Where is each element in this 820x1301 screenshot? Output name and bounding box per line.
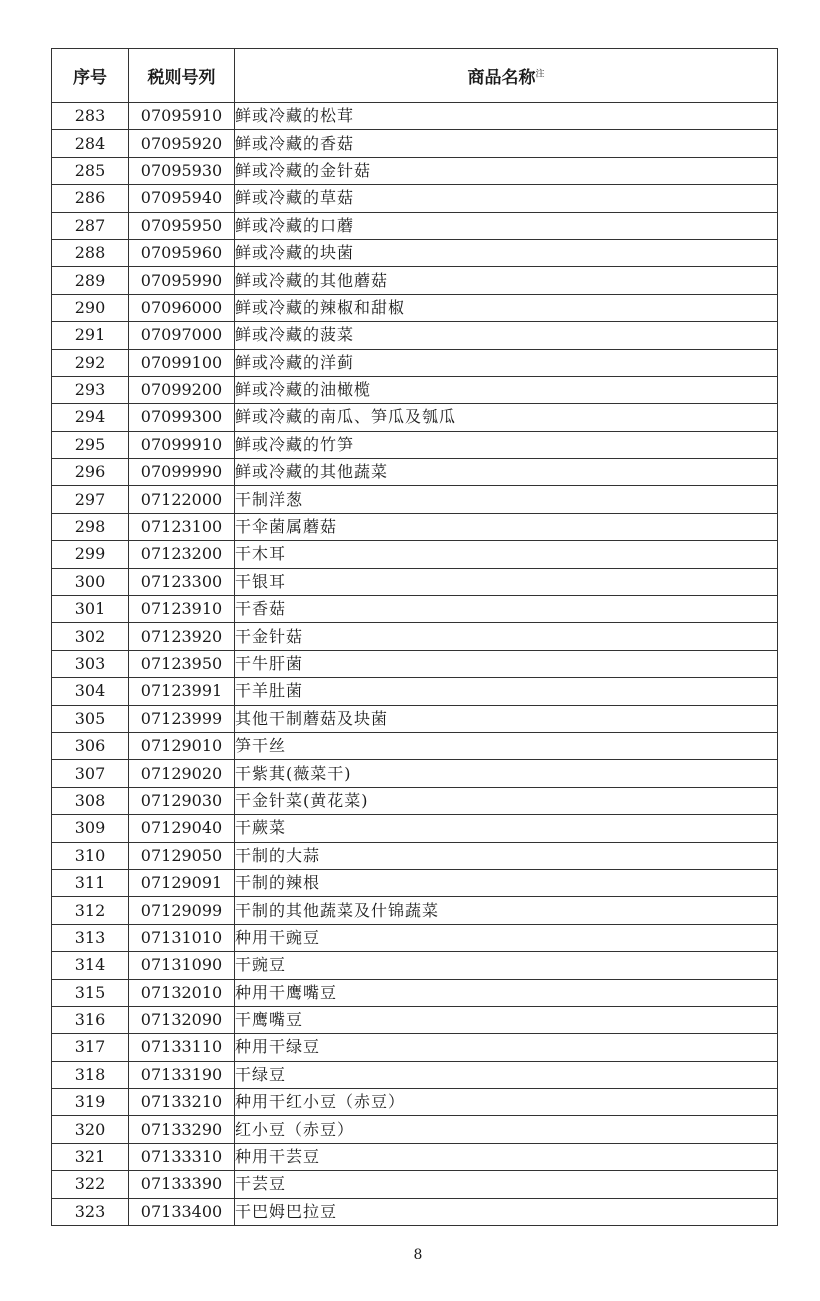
tariff-code-cell: 07129091 <box>129 869 235 896</box>
header-serial-number: 序号 <box>52 49 129 103</box>
table-row <box>52 1198 778 1225</box>
table-row <box>52 513 778 540</box>
table-row <box>52 103 778 130</box>
product-name-cell: 干伞菌属蘑菇 <box>235 513 778 540</box>
table-row <box>52 1143 778 1170</box>
serial-number-cell: 308 <box>52 787 129 814</box>
product-name-cell: 干木耳 <box>235 541 778 568</box>
table-row <box>52 787 778 814</box>
tariff-code-cell: 07096000 <box>129 294 235 321</box>
table-row <box>52 952 778 979</box>
serial-number-cell: 315 <box>52 979 129 1006</box>
product-name-cell: 种用干绿豆 <box>235 1034 778 1061</box>
tariff-code-cell: 07099200 <box>129 376 235 403</box>
serial-number-cell: 292 <box>52 349 129 376</box>
tariff-code-cell: 07132090 <box>129 1006 235 1033</box>
product-name-cell: 鲜或冷藏的洋蓟 <box>235 349 778 376</box>
tariff-code-cell: 07095990 <box>129 267 235 294</box>
serial-number-cell: 298 <box>52 513 129 540</box>
table-row <box>52 431 778 458</box>
serial-number-cell: 310 <box>52 842 129 869</box>
tariff-code-cell: 07131010 <box>129 924 235 951</box>
table-row <box>52 568 778 595</box>
product-name-cell: 鲜或冷藏的其他蔬菜 <box>235 459 778 486</box>
tariff-code-cell: 07129050 <box>129 842 235 869</box>
tariff-code-cell: 07133390 <box>129 1171 235 1198</box>
tariff-code-cell: 07122000 <box>129 486 235 513</box>
tariff-code-cell: 07129030 <box>129 787 235 814</box>
serial-number-cell: 286 <box>52 185 129 212</box>
product-name-cell: 鲜或冷藏的块菌 <box>235 239 778 266</box>
table-row <box>52 623 778 650</box>
serial-number-cell: 301 <box>52 596 129 623</box>
tariff-code-cell: 07133190 <box>129 1061 235 1088</box>
tariff-code-cell: 07095910 <box>129 103 235 130</box>
serial-number-cell: 323 <box>52 1198 129 1225</box>
serial-number-cell: 313 <box>52 924 129 951</box>
tariff-code-cell: 07097000 <box>129 322 235 349</box>
table-row <box>52 869 778 896</box>
product-name-cell: 笋干丝 <box>235 732 778 759</box>
product-name-cell: 红小豆（赤豆） <box>235 1116 778 1143</box>
tariff-code-cell: 07133210 <box>129 1089 235 1116</box>
tariff-code-cell: 07131090 <box>129 952 235 979</box>
table-row <box>52 294 778 321</box>
table-row <box>52 322 778 349</box>
product-name-cell: 干制的辣根 <box>235 869 778 896</box>
serial-number-cell: 290 <box>52 294 129 321</box>
product-name-cell: 干制的大蒜 <box>235 842 778 869</box>
product-name-cell: 干鹰嘴豆 <box>235 1006 778 1033</box>
serial-number-cell: 288 <box>52 239 129 266</box>
product-name-cell: 鲜或冷藏的南瓜、笋瓜及瓠瓜 <box>235 404 778 431</box>
table-row <box>52 212 778 239</box>
tariff-code-cell: 07132010 <box>129 979 235 1006</box>
tariff-code-cell: 07123920 <box>129 623 235 650</box>
table-row <box>52 760 778 787</box>
serial-number-cell: 287 <box>52 212 129 239</box>
product-name-cell: 种用干红小豆（赤豆） <box>235 1089 778 1116</box>
serial-number-cell: 318 <box>52 1061 129 1088</box>
header-note-mark: 注 <box>535 69 545 80</box>
serial-number-cell: 309 <box>52 815 129 842</box>
table-row <box>52 459 778 486</box>
page-number: 8 <box>413 1247 423 1263</box>
tariff-code-cell: 07129040 <box>129 815 235 842</box>
product-name-cell: 干制洋葱 <box>235 486 778 513</box>
tariff-code-cell: 07129020 <box>129 760 235 787</box>
table-row <box>52 541 778 568</box>
serial-number-cell: 311 <box>52 869 129 896</box>
table-row <box>52 1061 778 1088</box>
product-name-cell: 干金针菜(黄花菜) <box>235 787 778 814</box>
tariff-code-cell: 07123999 <box>129 705 235 732</box>
serial-number-cell: 316 <box>52 1006 129 1033</box>
serial-number-cell: 314 <box>52 952 129 979</box>
serial-number-cell: 307 <box>52 760 129 787</box>
table-row <box>52 185 778 212</box>
serial-number-cell: 320 <box>52 1116 129 1143</box>
header-tariff-code: 税则号列 <box>129 49 235 103</box>
product-name-cell: 干金针菇 <box>235 623 778 650</box>
product-name-cell: 干绿豆 <box>235 1061 778 1088</box>
product-name-cell: 鲜或冷藏的辣椒和甜椒 <box>235 294 778 321</box>
table-row <box>52 1089 778 1116</box>
serial-number-cell: 302 <box>52 623 129 650</box>
serial-number-cell: 297 <box>52 486 129 513</box>
tariff-code-cell: 07095940 <box>129 185 235 212</box>
tariff-code-cell: 07123300 <box>129 568 235 595</box>
product-name-cell: 鲜或冷藏的松茸 <box>235 103 778 130</box>
table-row <box>52 1006 778 1033</box>
product-name-cell: 干蕨菜 <box>235 815 778 842</box>
serial-number-cell: 291 <box>52 322 129 349</box>
table-row <box>52 842 778 869</box>
tariff-code-cell: 07095920 <box>129 130 235 157</box>
table-row <box>52 678 778 705</box>
serial-number-cell: 299 <box>52 541 129 568</box>
table-row <box>52 404 778 431</box>
product-name-cell: 鲜或冷藏的口蘑 <box>235 212 778 239</box>
tariff-code-cell: 07123100 <box>129 513 235 540</box>
product-name-cell: 鲜或冷藏的菠菜 <box>235 322 778 349</box>
product-name-cell: 种用干豌豆 <box>235 924 778 951</box>
table-row <box>52 130 778 157</box>
product-name-cell: 鲜或冷藏的其他蘑菇 <box>235 267 778 294</box>
serial-number-cell: 304 <box>52 678 129 705</box>
serial-number-cell: 312 <box>52 897 129 924</box>
tariff-code-cell: 07133310 <box>129 1143 235 1170</box>
serial-number-cell: 293 <box>52 376 129 403</box>
serial-number-cell: 295 <box>52 431 129 458</box>
tariff-code-cell: 07129010 <box>129 732 235 759</box>
product-name-cell: 干芸豆 <box>235 1171 778 1198</box>
tariff-code-cell: 07123991 <box>129 678 235 705</box>
product-name-cell: 其他干制蘑菇及块菌 <box>235 705 778 732</box>
table-row <box>52 486 778 513</box>
table-row <box>52 650 778 677</box>
tariff-code-cell: 07133290 <box>129 1116 235 1143</box>
tariff-code-cell: 07099300 <box>129 404 235 431</box>
serial-number-cell: 294 <box>52 404 129 431</box>
product-name-cell: 干牛肝菌 <box>235 650 778 677</box>
tariff-code-cell: 07095930 <box>129 157 235 184</box>
product-name-cell: 鲜或冷藏的香菇 <box>235 130 778 157</box>
serial-number-cell: 306 <box>52 732 129 759</box>
serial-number-cell: 300 <box>52 568 129 595</box>
serial-number-cell: 322 <box>52 1171 129 1198</box>
product-name-cell: 干羊肚菌 <box>235 678 778 705</box>
product-name-cell: 干制的其他蔬菜及什锦蔬菜 <box>235 897 778 924</box>
product-name-cell: 干紫萁(薇菜干) <box>235 760 778 787</box>
table-row <box>52 376 778 403</box>
product-name-cell: 鲜或冷藏的竹笋 <box>235 431 778 458</box>
table-row <box>52 1171 778 1198</box>
table-header <box>52 49 778 103</box>
tariff-code-cell: 07099910 <box>129 431 235 458</box>
header-product-name-label: 商品名称 <box>467 68 536 88</box>
serial-number-cell: 303 <box>52 650 129 677</box>
serial-number-cell: 289 <box>52 267 129 294</box>
product-name-cell: 鲜或冷藏的草菇 <box>235 185 778 212</box>
serial-number-cell: 283 <box>52 103 129 130</box>
serial-number-cell: 284 <box>52 130 129 157</box>
product-name-cell: 干巴姆巴拉豆 <box>235 1198 778 1225</box>
table-row <box>52 897 778 924</box>
product-name-cell: 鲜或冷藏的油橄榄 <box>235 376 778 403</box>
header-product-name <box>235 49 778 103</box>
tariff-code-cell: 07123950 <box>129 650 235 677</box>
product-name-cell: 鲜或冷藏的金针菇 <box>235 157 778 184</box>
table-row <box>52 732 778 759</box>
serial-number-cell: 296 <box>52 459 129 486</box>
product-name-cell: 种用干鹰嘴豆 <box>235 979 778 1006</box>
product-name-cell: 干香菇 <box>235 596 778 623</box>
table-row <box>52 239 778 266</box>
product-name-cell: 干豌豆 <box>235 952 778 979</box>
tariff-code-cell: 07095960 <box>129 239 235 266</box>
table-row <box>52 596 778 623</box>
table-row <box>52 1034 778 1061</box>
table-row <box>52 815 778 842</box>
table-row <box>52 705 778 732</box>
tariff-code-cell: 07099100 <box>129 349 235 376</box>
tariff-code-cell: 07129099 <box>129 897 235 924</box>
tariff-code-cell: 07123910 <box>129 596 235 623</box>
product-name-cell: 干银耳 <box>235 568 778 595</box>
table-row <box>52 979 778 1006</box>
tariff-code-cell: 07095950 <box>129 212 235 239</box>
table-row <box>52 157 778 184</box>
tariff-code-cell: 07133110 <box>129 1034 235 1061</box>
product-name-cell: 种用干芸豆 <box>235 1143 778 1170</box>
table-row <box>52 924 778 951</box>
serial-number-cell: 305 <box>52 705 129 732</box>
tariff-code-cell: 07099990 <box>129 459 235 486</box>
serial-number-cell: 319 <box>52 1089 129 1116</box>
serial-number-cell: 285 <box>52 157 129 184</box>
tariff-table <box>51 48 778 1226</box>
table-row <box>52 267 778 294</box>
tariff-code-cell: 07133400 <box>129 1198 235 1225</box>
table-row <box>52 1116 778 1143</box>
tariff-code-cell: 07123200 <box>129 541 235 568</box>
serial-number-cell: 321 <box>52 1143 129 1170</box>
header-row <box>52 49 778 103</box>
table-row <box>52 349 778 376</box>
table-body <box>52 103 778 1226</box>
serial-number-cell: 317 <box>52 1034 129 1061</box>
